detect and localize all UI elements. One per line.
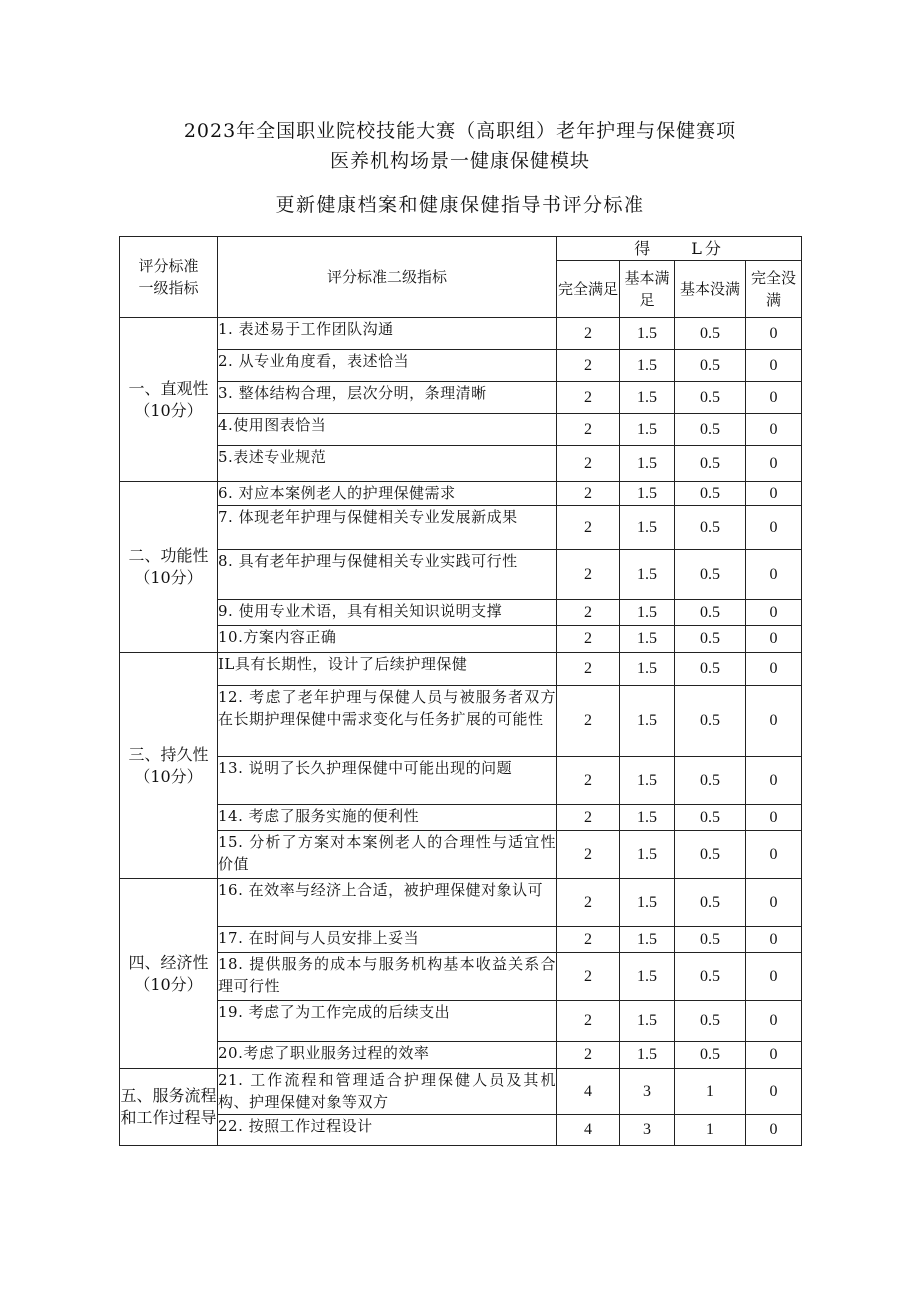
score-fully-met: 2 (557, 446, 620, 482)
criterion-text: 17. 在时间与人员安排上妥当 (218, 927, 557, 953)
score-fully-met: 2 (557, 757, 620, 805)
score-mostly-met: 1.5 (620, 414, 675, 446)
criterion-text: 21. 工作流程和管理适合护理保健人员及其机构、护理保健对象等双方 (218, 1069, 557, 1115)
score-mostly-unmet: 1 (675, 1115, 746, 1146)
table-row (120, 600, 802, 626)
table-row (120, 506, 802, 550)
level2-header: 评分标准二级指标 (218, 237, 557, 318)
criterion-text: 20.考虑了职业服务过程的效率 (218, 1042, 557, 1069)
criterion-text: IL具有长期性，设计了后续护理保健 (218, 653, 557, 686)
table-row (120, 414, 802, 446)
score-fully-met: 2 (557, 831, 620, 879)
score-mostly-unmet: 0.5 (675, 350, 746, 382)
category-cell (120, 879, 218, 1069)
criterion-text: 6. 对应本案例老人的护理保健需求 (218, 482, 557, 506)
score-fully-unmet: 0 (746, 805, 802, 831)
score-fully-met: 2 (557, 1001, 620, 1042)
score-fully-unmet: 0 (746, 686, 802, 757)
score-mostly-met: 1.5 (620, 350, 675, 382)
table-row (120, 805, 802, 831)
score-mostly-unmet: 0.5 (675, 686, 746, 757)
category-points: （10分） (134, 568, 203, 587)
document-title: 2023年全国职业院校技能大赛（高职组）老年护理与保健赛项 (183, 120, 737, 142)
score-fully-met: 2 (557, 805, 620, 831)
score-header-part2: L分 (691, 238, 724, 258)
score-mostly-met: 1.5 (620, 1042, 675, 1069)
score-mostly-unmet: 0.5 (675, 318, 746, 350)
col-header-mostly-unmet: 基本没满 (675, 261, 746, 318)
table-body (120, 318, 802, 1146)
level1-header-line1: 评分标准 (138, 257, 199, 275)
category-name: 二、功能性 (128, 546, 209, 565)
score-mostly-met: 1.5 (620, 318, 675, 350)
score-mostly-unmet: 0.5 (675, 1042, 746, 1069)
score-mostly-met: 1.5 (620, 600, 675, 626)
score-mostly-met: 1.5 (620, 1001, 675, 1042)
score-fully-met: 4 (557, 1069, 620, 1115)
criterion-text: 3. 整体结构合理，层次分明，条理清晰 (218, 382, 557, 414)
table-row (120, 446, 802, 482)
score-fully-met: 2 (557, 482, 620, 506)
score-mostly-unmet: 0.5 (675, 382, 746, 414)
table-row (120, 686, 802, 757)
criterion-text: 7. 体现老年护理与保健相关专业发展新成果 (218, 506, 557, 550)
score-fully-met: 2 (557, 506, 620, 550)
category-cell (120, 653, 218, 879)
score-fully-unmet: 0 (746, 318, 802, 350)
score-mostly-met: 1.5 (620, 927, 675, 953)
table-header (120, 237, 802, 318)
level1-header (120, 237, 218, 318)
table-row (120, 382, 802, 414)
score-mostly-met: 3 (620, 1069, 675, 1115)
score-fully-met: 2 (557, 653, 620, 686)
category-name: 四、经济性 (128, 952, 209, 972)
score-mostly-met: 1.5 (620, 626, 675, 653)
score-mostly-unmet: 0.5 (675, 506, 746, 550)
table-row (120, 1069, 802, 1115)
criterion-text: 2. 从专业角度看，表述恰当 (218, 350, 557, 382)
score-fully-met: 2 (557, 879, 620, 927)
criterion-text: 1. 表述易于工作团队沟通 (218, 318, 557, 350)
col-header-fully-met: 完全满足 (557, 261, 620, 318)
score-fully-unmet: 0 (746, 350, 802, 382)
score-fully-unmet: 0 (746, 600, 802, 626)
criterion-text: 9. 使用专业术语，具有相关知识说明支撑 (218, 600, 557, 626)
category-points: （10分） (134, 400, 203, 420)
level1-header-line2: 一级指标 (138, 279, 199, 297)
score-mostly-met: 1.5 (620, 879, 675, 927)
score-fully-unmet: 0 (746, 482, 802, 506)
score-mostly-met: 1.5 (620, 831, 675, 879)
category-points: （10分） (134, 974, 203, 994)
table-row (120, 831, 802, 879)
table-row (120, 1001, 802, 1042)
criterion-text: 15. 分析了方案对本案例老人的合理性与适宜性价值 (218, 831, 557, 879)
score-fully-unmet: 0 (746, 1069, 802, 1115)
score-fully-met: 2 (557, 1042, 620, 1069)
score-fully-met: 2 (557, 318, 620, 350)
criterion-text: 4.使用图表恰当 (218, 414, 557, 446)
category-cell (120, 1069, 218, 1146)
table-row (120, 1042, 802, 1069)
score-mostly-unmet: 0.5 (675, 550, 746, 600)
table-row (120, 653, 802, 686)
category-cell (120, 318, 218, 482)
category-points: （10分） (134, 766, 203, 786)
score-mostly-unmet: 0.5 (675, 414, 746, 446)
score-fully-met: 2 (557, 550, 620, 600)
score-mostly-unmet: 0.5 (675, 653, 746, 686)
score-fully-met: 2 (557, 927, 620, 953)
score-mostly-unmet: 0.5 (675, 805, 746, 831)
score-fully-met: 2 (557, 350, 620, 382)
score-mostly-met: 1.5 (620, 953, 675, 1001)
score-mostly-unmet: 0.5 (675, 600, 746, 626)
table-row (120, 927, 802, 953)
score-fully-unmet: 0 (746, 414, 802, 446)
score-mostly-unmet: 1 (675, 1069, 746, 1115)
criterion-text: 8. 具有老年护理与保健相关专业实践可行性 (218, 550, 557, 600)
score-mostly-met: 1.5 (620, 382, 675, 414)
score-fully-unmet: 0 (746, 1115, 802, 1146)
score-fully-unmet: 0 (746, 626, 802, 653)
table-row (120, 879, 802, 927)
criterion-text: 18. 提供服务的成本与服务机构基本收益关系合理可行性 (218, 953, 557, 1001)
score-mostly-met: 1.5 (620, 686, 675, 757)
score-mostly-met: 1.5 (620, 550, 675, 600)
document-subtitle: 医养机构场景一健康保健模块 (329, 150, 590, 172)
score-fully-unmet: 0 (746, 550, 802, 600)
criterion-text: 10.方案内容正确 (218, 626, 557, 653)
score-mostly-unmet: 0.5 (675, 626, 746, 653)
score-fully-unmet: 0 (746, 757, 802, 805)
score-fully-unmet: 0 (746, 446, 802, 482)
score-fully-unmet: 0 (746, 653, 802, 686)
score-mostly-met: 1.5 (620, 482, 675, 506)
category-name: 三、持久性 (128, 744, 209, 764)
score-fully-met: 2 (557, 382, 620, 414)
table-row (120, 350, 802, 382)
table-row (120, 482, 802, 506)
score-mostly-met: 1.5 (620, 653, 675, 686)
score-mostly-met: 1.5 (620, 506, 675, 550)
table-row (120, 1115, 802, 1146)
col-header-mostly-met: 基本满足 (620, 261, 675, 318)
table-row (120, 626, 802, 653)
score-fully-unmet: 0 (746, 831, 802, 879)
score-mostly-unmet: 0.5 (675, 953, 746, 1001)
score-fully-unmet: 0 (746, 506, 802, 550)
score-fully-met: 2 (557, 626, 620, 653)
score-mostly-met: 1.5 (620, 446, 675, 482)
scoring-table (119, 236, 802, 1146)
table-title: 更新健康档案和健康保健指导书评分标准 (275, 194, 645, 216)
score-mostly-unmet: 0.5 (675, 446, 746, 482)
table-row (120, 757, 802, 805)
score-fully-unmet: 0 (746, 879, 802, 927)
score-mostly-unmet: 0.5 (675, 1001, 746, 1042)
score-fully-unmet: 0 (746, 1042, 802, 1069)
score-mostly-unmet: 0.5 (675, 757, 746, 805)
score-mostly-unmet: 0.5 (675, 831, 746, 879)
criterion-text: 22. 按照工作过程设计 (218, 1115, 557, 1146)
table-row (120, 953, 802, 1001)
score-mostly-met: 3 (620, 1115, 675, 1146)
criterion-text: 13. 说明了长久护理保健中可能出现的问题 (218, 757, 557, 805)
criterion-text: 19. 考虑了为工作完成的后续支出 (218, 1001, 557, 1042)
category-name: 一、直观性 (128, 378, 209, 398)
category-cell (120, 482, 218, 653)
score-mostly-unmet: 0.5 (675, 482, 746, 506)
score-fully-met: 4 (557, 1115, 620, 1146)
table-row (120, 550, 802, 600)
criterion-text: 16. 在效率与经济上合适，被护理保健对象认可 (218, 879, 557, 927)
score-mostly-met: 1.5 (620, 757, 675, 805)
score-fully-unmet: 0 (746, 382, 802, 414)
score-fully-unmet: 0 (746, 1001, 802, 1042)
score-header (557, 237, 802, 261)
score-mostly-unmet: 0.5 (675, 879, 746, 927)
score-fully-met: 2 (557, 600, 620, 626)
criterion-text: 14. 考虑了服务实施的便利性 (218, 805, 557, 831)
category-name: 五、服务流程和工作过程导 (120, 1086, 217, 1127)
score-fully-unmet: 0 (746, 953, 802, 1001)
col-header-fully-unmet: 完全没满 (746, 261, 802, 318)
score-mostly-unmet: 0.5 (675, 927, 746, 953)
score-mostly-met: 1.5 (620, 805, 675, 831)
table-row (120, 318, 802, 350)
criterion-text: 5.表述专业规范 (218, 446, 557, 482)
score-fully-met: 2 (557, 414, 620, 446)
score-fully-unmet: 0 (746, 927, 802, 953)
score-fully-met: 2 (557, 686, 620, 757)
score-fully-met: 2 (557, 953, 620, 1001)
score-header-part1: 得 (634, 238, 654, 258)
criterion-text: 12. 考虑了老年护理与保健人员与被服务者双方在长期护理保健中需求变化与任务扩展的可能性 (218, 686, 557, 757)
